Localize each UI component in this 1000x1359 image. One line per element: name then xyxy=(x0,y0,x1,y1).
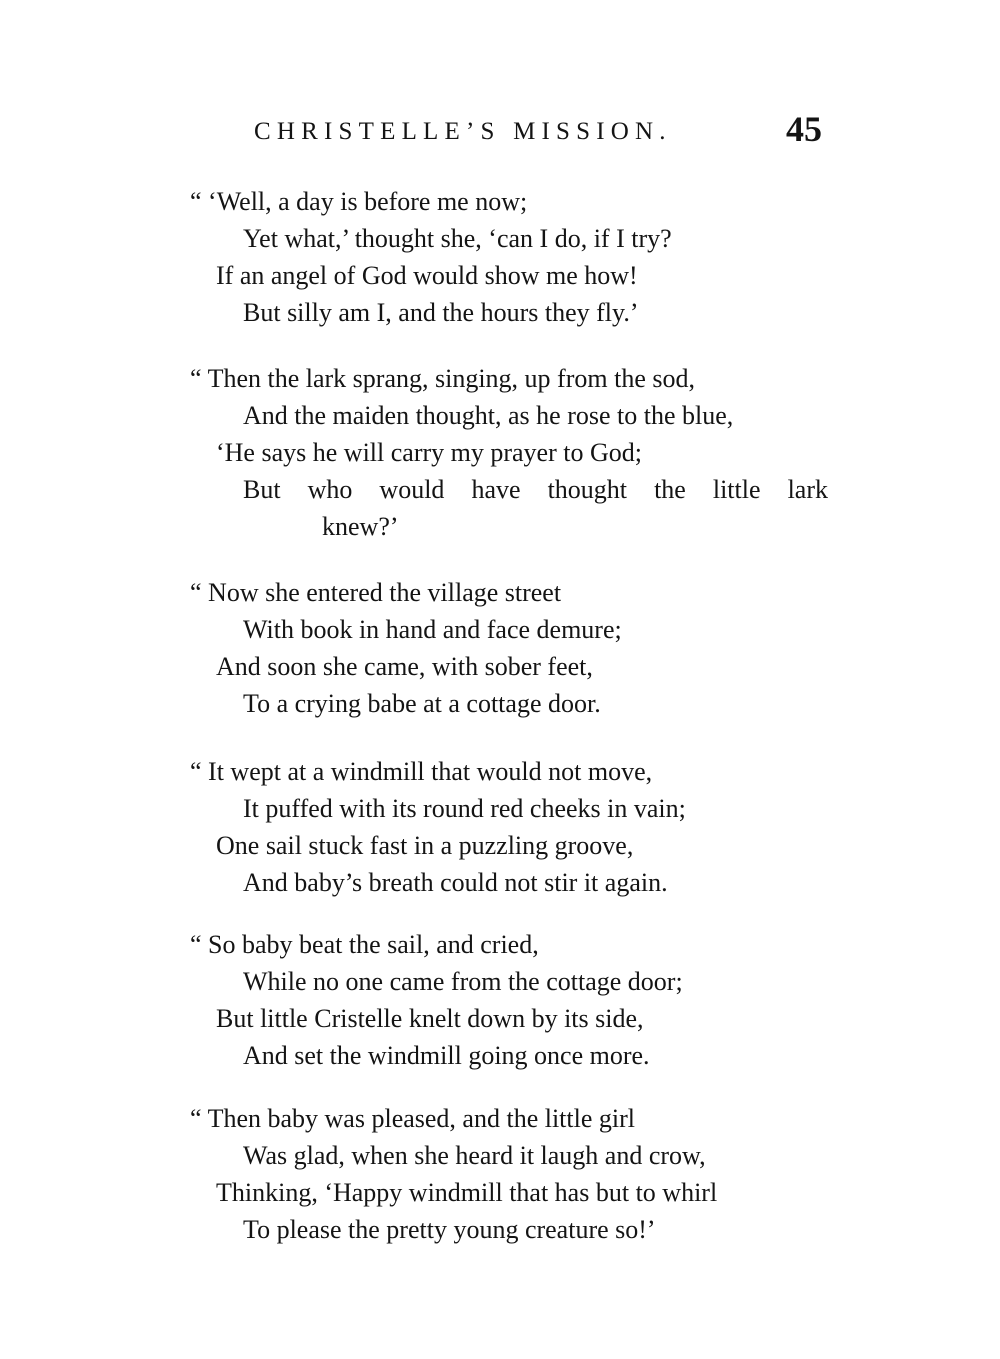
poem-word: thought xyxy=(547,475,628,504)
running-title: CHRISTELLE’S MISSION. xyxy=(254,118,672,145)
poem-line: “ Then the lark sprang, singing, up from the sod, xyxy=(190,364,695,393)
poem-line-justified xyxy=(243,471,828,508)
poem-line: “ So baby beat the sail, and cried, xyxy=(190,930,539,959)
page-number: 45 xyxy=(786,109,822,149)
poem-line: And the maiden thought, as he rose to the blue, xyxy=(243,401,734,430)
poem-word: would xyxy=(379,475,445,504)
poem-word: little xyxy=(712,475,761,504)
poem-line: It puffed with its round red cheeks in vain; xyxy=(243,794,686,823)
poem-line: Yet what,’ thought she, ‘can I do, if I try? xyxy=(243,224,672,253)
poem-line: knew?’ xyxy=(322,512,399,541)
poem-line: With book in hand and face demure; xyxy=(243,615,622,644)
poem-line: Was glad, when she heard it laugh and crow, xyxy=(243,1141,706,1170)
poem-line: One sail stuck fast in a puzzling groove, xyxy=(216,831,634,860)
poem-word: have xyxy=(471,475,521,504)
poem-line: While no one came from the cottage door; xyxy=(243,967,683,996)
poem-line: “ ‘Well, a day is before me now; xyxy=(190,187,528,216)
poem-line: “ It wept at a windmill that would not move, xyxy=(190,757,653,786)
poem-line: Thinking, ‘Happy windmill that has but to whirl xyxy=(216,1178,718,1207)
poem-line: ‘He says he will carry my prayer to God; xyxy=(216,438,642,467)
poem-line: And soon she came, with sober feet, xyxy=(216,652,593,681)
poem-line: To please the pretty young creature so!’ xyxy=(243,1215,656,1244)
poem-line: But silly am I, and the hours they fly.’ xyxy=(243,298,639,327)
poem-word: who xyxy=(307,475,353,504)
poem-line: And baby’s breath could not stir it again. xyxy=(243,868,668,897)
poem-word: lark xyxy=(787,475,828,504)
poem-line: To a crying babe at a cottage door. xyxy=(243,689,601,718)
poem-line: If an angel of God would show me how! xyxy=(216,261,638,290)
poem-line: “ Now she entered the village street xyxy=(190,578,562,607)
page-header xyxy=(0,108,1000,158)
poem-line: And set the windmill going once more. xyxy=(243,1041,650,1070)
poem-word: the xyxy=(654,475,686,504)
poem-line: But little Cristelle knelt down by its side, xyxy=(216,1004,644,1033)
poem-line: “ Then baby was pleased, and the little girl xyxy=(190,1104,635,1133)
poem-word: But xyxy=(243,475,281,504)
